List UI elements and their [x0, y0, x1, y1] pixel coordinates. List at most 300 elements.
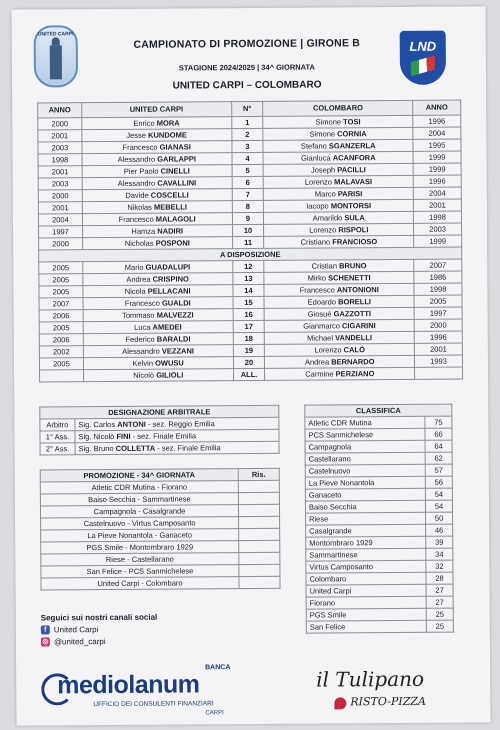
home-player-last-name: MEBELLI [153, 202, 187, 212]
championship-title: CAMPIONATO DI PROMOZIONE | GIRONE B [133, 37, 361, 51]
home-player-name [83, 285, 233, 298]
away-player-year: 2004 [413, 187, 461, 199]
home-player-name [82, 153, 232, 166]
away-player-year: 2003 [414, 223, 462, 235]
standings-row [306, 524, 453, 537]
shirt-number: 10 [232, 224, 264, 236]
home-player-name [83, 297, 233, 310]
home-player-name [82, 237, 232, 250]
standings-row [306, 560, 453, 573]
away-player-first-name: Edoardo [307, 297, 337, 307]
standings-points: 25 [426, 608, 453, 620]
social-title: Seguici sui nostri canali social [40, 612, 158, 623]
shirt-number: 16 [233, 308, 265, 320]
referee-title: DESIGNAZIONE ARBITRALE [40, 405, 279, 419]
standings-team: Campagnola [305, 440, 425, 453]
away-player-last-name: ACANFORA [332, 153, 376, 163]
shirt-number: 6 [232, 176, 264, 188]
shirt-number: 9 [232, 212, 264, 224]
season-subtitle: STAGIONE 2024/2025 | 34^ GIORNATA [178, 62, 315, 73]
shirt-number: 7 [232, 188, 264, 200]
away-player-last-name: FRANCIOSO [332, 237, 378, 247]
shirt-number: 15 [233, 296, 265, 308]
standings-row [306, 608, 453, 621]
home-player-year: 2001 [38, 130, 82, 142]
facebook-handle: United Carpi [53, 625, 99, 635]
away-player-name [265, 307, 415, 320]
home-player-year: 2003 [38, 142, 82, 154]
away-player-name [264, 259, 414, 272]
standings-team: San Felice [306, 620, 426, 633]
instagram-icon: ◎ [42, 638, 49, 646]
home-player-last-name: COSCELLI [150, 190, 189, 200]
home-player-year: 2002 [39, 346, 83, 358]
away-player-year: 1999 [413, 163, 461, 175]
standings-team: Atletic CDR Mutina [305, 416, 425, 429]
home-player-name [82, 117, 232, 130]
standings-row [306, 548, 453, 561]
away-player-first-name: Mirko [307, 273, 327, 283]
home-player-first-name: Nicola [124, 286, 146, 296]
away-player-name [264, 175, 414, 188]
round-table [40, 468, 281, 591]
shirt-number: ALL. [233, 368, 265, 380]
home-player-year: 1998 [38, 154, 82, 166]
home-player-first-name: Davide [125, 190, 149, 200]
away-player-first-name: Gianluca [300, 153, 331, 163]
away-player-first-name: Lorenzo [304, 177, 332, 187]
standings-points: 62 [425, 452, 452, 464]
away-player-last-name: MALAVASI [334, 177, 373, 187]
standings-row [305, 464, 452, 477]
away-player-last-name: CORNIA [337, 129, 367, 139]
away-player-first-name: Joseph [310, 165, 336, 175]
home-player-first-name: Nicholas [124, 238, 154, 248]
home-player-first-name: Luca [134, 322, 151, 332]
away-player-name [263, 127, 413, 140]
away-player-year: 2001 [414, 343, 462, 355]
away-player-name [264, 163, 414, 176]
referee-first-name: Sig. Bruno [78, 443, 114, 454]
referee-role: 2° Ass. [40, 443, 75, 455]
year-header: ANNO [413, 100, 461, 115]
standings-row [306, 596, 453, 609]
home-player-name [83, 345, 233, 358]
fixture-teams: La Pieve Nonantola - Ganaceto [41, 529, 239, 542]
instagram-handle: @united_carpi [53, 637, 106, 647]
home-player-year: 2005 [39, 286, 83, 298]
home-player-name [83, 273, 233, 286]
shirt-number: 14 [232, 284, 264, 296]
home-player-name [82, 129, 232, 142]
away-player-last-name: BERNARDO [331, 357, 375, 367]
home-player-name [82, 141, 232, 154]
home-player-name [83, 369, 233, 382]
away-player-last-name: PERZIANO [335, 369, 375, 379]
standings-points: 75 [425, 416, 452, 428]
fixture-result [239, 576, 280, 588]
away-player-last-name: SCHENETTI [328, 273, 371, 283]
standings-team: United Carpi [306, 584, 426, 597]
away-player-first-name: Carmine [305, 369, 334, 379]
away-player-year: 1999 [413, 151, 461, 163]
standings-title: CLASSIFICA [305, 404, 452, 417]
home-player-name [82, 177, 232, 190]
home-player-first-name: Francesco [122, 142, 158, 152]
referee-last-name: ANTONI [117, 419, 146, 429]
away-player-first-name: Simone [315, 117, 342, 127]
home-player-last-name: KUNDOME [148, 130, 187, 140]
home-player-name [82, 213, 232, 226]
shirt-number: 19 [233, 344, 265, 356]
standings-row [305, 500, 452, 513]
home-player-name [82, 201, 232, 214]
header [12, 6, 487, 99]
standings-team: Castelnuovo [305, 464, 425, 477]
away-player-name [264, 271, 414, 284]
home-player-last-name: VEZZANI [161, 346, 194, 356]
home-player-year: 2006 [39, 334, 83, 346]
home-player-last-name: GILIOLI [156, 370, 184, 380]
away-player-last-name: RISPOLI [338, 225, 369, 235]
year-header: ANNO [38, 103, 82, 118]
shirt-number: 20 [233, 356, 265, 368]
home-player-name [82, 225, 232, 238]
home-player-year: 2006 [39, 310, 83, 322]
home-player-last-name: GUALDI [161, 298, 191, 308]
standings-team: PGS Smile [306, 608, 426, 621]
away-player-name [264, 223, 414, 236]
home-player-year: 2004 [38, 214, 82, 226]
standings-points: 25 [426, 620, 453, 632]
home-team-header: UNITED CARPI [82, 102, 232, 118]
away-player-name [264, 295, 414, 308]
away-player-year: 2004 [413, 127, 461, 139]
standings-team: PCS Sanmichelese [305, 428, 425, 441]
home-player-name [83, 357, 233, 370]
tulip-icon [334, 697, 346, 709]
home-player-first-name: Francesco [118, 214, 154, 224]
shirt-number: 5 [232, 164, 264, 176]
away-player-first-name: Marco [314, 189, 336, 199]
away-player-first-name: Francesco [299, 285, 335, 295]
home-player-first-name: Andrea [126, 274, 151, 284]
match-title: UNITED CARPI – COLOMBARO [172, 79, 322, 92]
referee-table [39, 405, 279, 456]
standings-team: Fiorano [306, 596, 426, 609]
home-player-first-name: Jesse [126, 130, 146, 140]
fixture-teams: Campagnola - Casalgrande [40, 505, 238, 518]
away-player-name [263, 139, 413, 152]
mediolanum-brand: mediolanum [57, 670, 200, 700]
standings-row [306, 584, 453, 597]
standings-row [305, 476, 452, 489]
fixture-result [239, 564, 280, 576]
referee-section: - sez. Finale Emilia [157, 443, 221, 453]
away-player-last-name: VANDELLI [335, 333, 373, 343]
home-player-first-name: Alessandro [117, 154, 156, 164]
standings-points: 50 [426, 512, 453, 524]
fixture-result [239, 528, 280, 540]
home-player-last-name: PELLACANI [147, 286, 191, 296]
home-player-last-name: BARALDI [156, 334, 191, 344]
home-player-name [83, 333, 233, 346]
away-player-year: 2001 [413, 199, 461, 211]
away-player-name [265, 367, 415, 380]
away-player-year: 1995 [413, 139, 461, 151]
away-player-year: 2005 [414, 295, 462, 307]
standings-points: 57 [425, 464, 452, 476]
shirt-number: 11 [232, 236, 264, 248]
home-player-year: 2005 [39, 358, 83, 370]
away-player-name [265, 319, 415, 332]
home-player-last-name: CINELLI [160, 166, 190, 176]
away-player-year [415, 367, 463, 379]
standings-team: Ganaceto [305, 488, 425, 501]
shirt-number: 8 [232, 200, 264, 212]
fixture-result [238, 504, 279, 516]
home-player-last-name: GIANASI [159, 142, 191, 152]
standings-table [304, 404, 454, 634]
away-player-last-name: ANTONIONI [336, 285, 379, 295]
home-player-name [83, 309, 233, 322]
home-player-last-name: GUADALUPI [145, 262, 191, 272]
standings-points: 27 [426, 596, 453, 608]
standings-team: Virtus Camposanto [306, 560, 426, 573]
facebook-link[interactable] [41, 625, 158, 635]
away-player-last-name: BRUNO [339, 261, 367, 271]
away-player-first-name: Stefano [300, 141, 327, 151]
standings-team: Riese [306, 512, 426, 525]
standings-team: Casalgrande [306, 524, 426, 537]
standings-points: 54 [425, 488, 452, 500]
away-player-last-name: BORELLI [338, 297, 372, 307]
referee-row [40, 441, 279, 455]
away-player-year: 1996 [413, 175, 461, 187]
away-player-year: 2000 [414, 319, 462, 331]
away-player-last-name: PARISI [337, 189, 363, 199]
home-player-last-name: MORA [156, 118, 180, 128]
home-player-last-name: MALAGOLI [155, 214, 196, 224]
home-player-last-name: CRISPINO [152, 274, 189, 284]
home-player-year: 2000 [38, 118, 82, 130]
standings-row [306, 512, 453, 525]
home-player-first-name: Kelvin [132, 358, 154, 368]
standings-row [306, 620, 453, 633]
referee-section: - sez. Reggio Emilia [147, 419, 215, 429]
social-section [41, 613, 158, 647]
home-player-name [82, 165, 232, 178]
away-player-first-name: Amarildo [312, 213, 343, 223]
fixture-teams: Atletic CDR Mutina - Fiorano [40, 481, 238, 494]
home-player-last-name: MALVEZZI [156, 310, 194, 320]
home-player-first-name: Alessandro [117, 178, 156, 188]
away-player-last-name: SULA [344, 213, 365, 223]
shirt-number: 2 [231, 128, 263, 140]
home-player-name [83, 261, 233, 274]
home-player-first-name: Hamza [131, 226, 156, 236]
instagram-link[interactable] [41, 637, 158, 647]
away-player-year: 1999 [414, 235, 462, 247]
home-player-year: 2005 [39, 322, 83, 334]
referee-role: 1° Ass. [40, 431, 75, 443]
away-player-last-name: CIGARINI [341, 321, 376, 331]
away-player-name [263, 115, 413, 128]
away-player-first-name: Andrea [304, 357, 330, 367]
standings-row [306, 572, 453, 585]
fixture-teams: Baiso Secchia - Sammartinese [40, 493, 238, 506]
italian-flag-icon [411, 55, 435, 76]
home-player-first-name: Federico [125, 334, 155, 344]
home-player-last-name: AMEDEI [152, 322, 182, 332]
shirt-number: 12 [232, 260, 264, 272]
away-player-first-name: Cristian [311, 261, 338, 271]
away-player-name [264, 235, 414, 248]
referee-name [75, 441, 279, 454]
coach-row [40, 367, 463, 382]
away-player-first-name: Iacopo [306, 201, 329, 211]
away-player-first-name: Gianmarco [303, 321, 340, 331]
fixture-row [41, 576, 280, 590]
standings-row [305, 452, 452, 465]
shirt-number: 13 [232, 272, 264, 284]
tulipano-brand: il Tulipano [316, 666, 425, 692]
fixture-result [239, 552, 280, 564]
home-player-last-name: GARLAPPI [157, 154, 196, 164]
home-player-name [82, 189, 232, 202]
home-player-year: 2007 [39, 298, 83, 310]
lnd-logo: LND [400, 31, 446, 85]
united-carpi-logo: UNITED CARPI [34, 25, 78, 87]
away-player-year: 1997 [414, 307, 462, 319]
referee-role: Arbitro [40, 419, 75, 431]
result-header: Ris. [238, 468, 279, 480]
mediolanum-sponsor: BANCA mediolanum UFFICIO DEI CONSULENTI FINANZIARI CARPI [41, 664, 241, 721]
home-player-first-name: Mario [124, 262, 144, 272]
bench-title: A DISPOSIZIONE [39, 247, 462, 262]
home-player-first-name: Nikolas [127, 202, 152, 212]
standings-points: 56 [425, 476, 452, 488]
away-player-first-name: Lorenzo [309, 225, 337, 235]
tulipano-sponsor: il Tulipano RISTO-PIZZA [316, 666, 427, 709]
standings-row [305, 428, 452, 441]
away-player-first-name: Michael [307, 333, 334, 343]
away-player-last-name: GAZZOTTI [333, 309, 372, 319]
away-player-year: 1996 [414, 331, 462, 343]
standings-row [305, 440, 452, 453]
away-player-name [263, 151, 413, 164]
standings-points: 34 [426, 548, 453, 560]
shirt-number: 4 [232, 152, 264, 164]
standings-points: 27 [426, 584, 453, 596]
shirt-number: 1 [231, 116, 263, 128]
referee-section: - sez. Finale Emilia [132, 431, 197, 441]
referee-first-name: Sig. Carlos [78, 419, 116, 430]
standings-team: Castellarano [305, 452, 425, 465]
match-sheet [12, 6, 491, 725]
away-player-name [265, 331, 415, 344]
away-player-year: 1998 [414, 211, 462, 223]
away-player-last-name: MONTORSI [330, 201, 372, 211]
fixture-result [239, 516, 280, 528]
referee-first-name: Sig. Nicolò [78, 431, 115, 442]
home-player-year: 2000 [39, 238, 83, 250]
round-title: PROMOZIONE - 34^ GIORNATA [40, 469, 238, 482]
home-player-year: 2001 [38, 166, 82, 178]
home-player-last-name: POSPONI [155, 238, 190, 248]
home-player-first-name: Francesco [124, 298, 160, 308]
home-player-last-name: OWUSU [155, 358, 184, 368]
standings-row [306, 536, 453, 549]
away-player-year: 2007 [414, 259, 462, 271]
home-player-first-name: Pier Paolo [123, 166, 159, 176]
away-player-name [265, 355, 415, 368]
away-player-name [264, 187, 414, 200]
home-player-first-name: Enrico [133, 118, 155, 128]
fixture-teams: San Felice - PCS Sanmichelese [41, 565, 239, 578]
away-player-year: 1993 [415, 355, 463, 367]
standings-row [305, 416, 452, 429]
fixture-teams: PGS Smile - Montombraro 1929 [41, 541, 239, 554]
standings-points: 46 [426, 524, 453, 536]
standings-points: 39 [426, 536, 453, 548]
away-player-first-name: Lorenzo [314, 345, 342, 355]
home-player-year: 2005 [39, 262, 83, 274]
standings-team: Sammartinese [306, 548, 426, 561]
shirt-number: 18 [233, 332, 265, 344]
away-player-name [264, 283, 414, 296]
standings-points: 32 [426, 560, 453, 572]
fixture-teams: Castelnuovo - Virtus Camposanto [41, 517, 239, 530]
home-player-first-name: Nicolò [133, 370, 155, 380]
fixture-result [238, 480, 279, 492]
standings-points: 28 [426, 572, 453, 584]
home-player-year: 1997 [39, 226, 83, 238]
away-player-last-name: SGANZERLA [328, 141, 376, 151]
away-player-year: 1996 [413, 115, 461, 127]
fixture-teams: Riese - Castellarano [41, 553, 239, 566]
home-player-year [40, 370, 84, 382]
home-player-year: 2001 [38, 202, 82, 214]
home-player-name [83, 321, 233, 334]
standings-team: Colombaro [306, 572, 426, 585]
home-player-first-name: Tommaso [122, 310, 155, 320]
standings-team: Baiso Secchia [305, 500, 425, 513]
standings-points: 66 [425, 428, 452, 440]
shirt-number: 3 [231, 140, 263, 152]
away-player-name [265, 343, 415, 356]
home-player-first-name: Alessandro [122, 346, 160, 356]
home-player-year: 2000 [38, 190, 82, 202]
home-player-year: 2003 [38, 178, 82, 190]
away-player-last-name: PACILLI [337, 165, 366, 175]
away-team-header: COLOMBARO [263, 100, 413, 116]
away-player-last-name: TOSI [343, 117, 361, 127]
standings-team: La Pieve Nonantola [305, 476, 425, 489]
lineup-table [37, 100, 463, 383]
home-player-year: 2005 [39, 274, 83, 286]
standings-points: 64 [425, 440, 452, 452]
away-player-first-name: Cristiano [300, 237, 331, 247]
away-player-first-name: Giosuè [307, 309, 332, 319]
fixture-result [238, 492, 279, 504]
referee-last-name: FINI [116, 431, 131, 441]
away-player-year: 1998 [414, 283, 462, 295]
shirt-number: 17 [233, 320, 265, 332]
away-player-name [264, 199, 414, 212]
away-player-name [264, 211, 414, 224]
standings-points: 54 [425, 500, 452, 512]
